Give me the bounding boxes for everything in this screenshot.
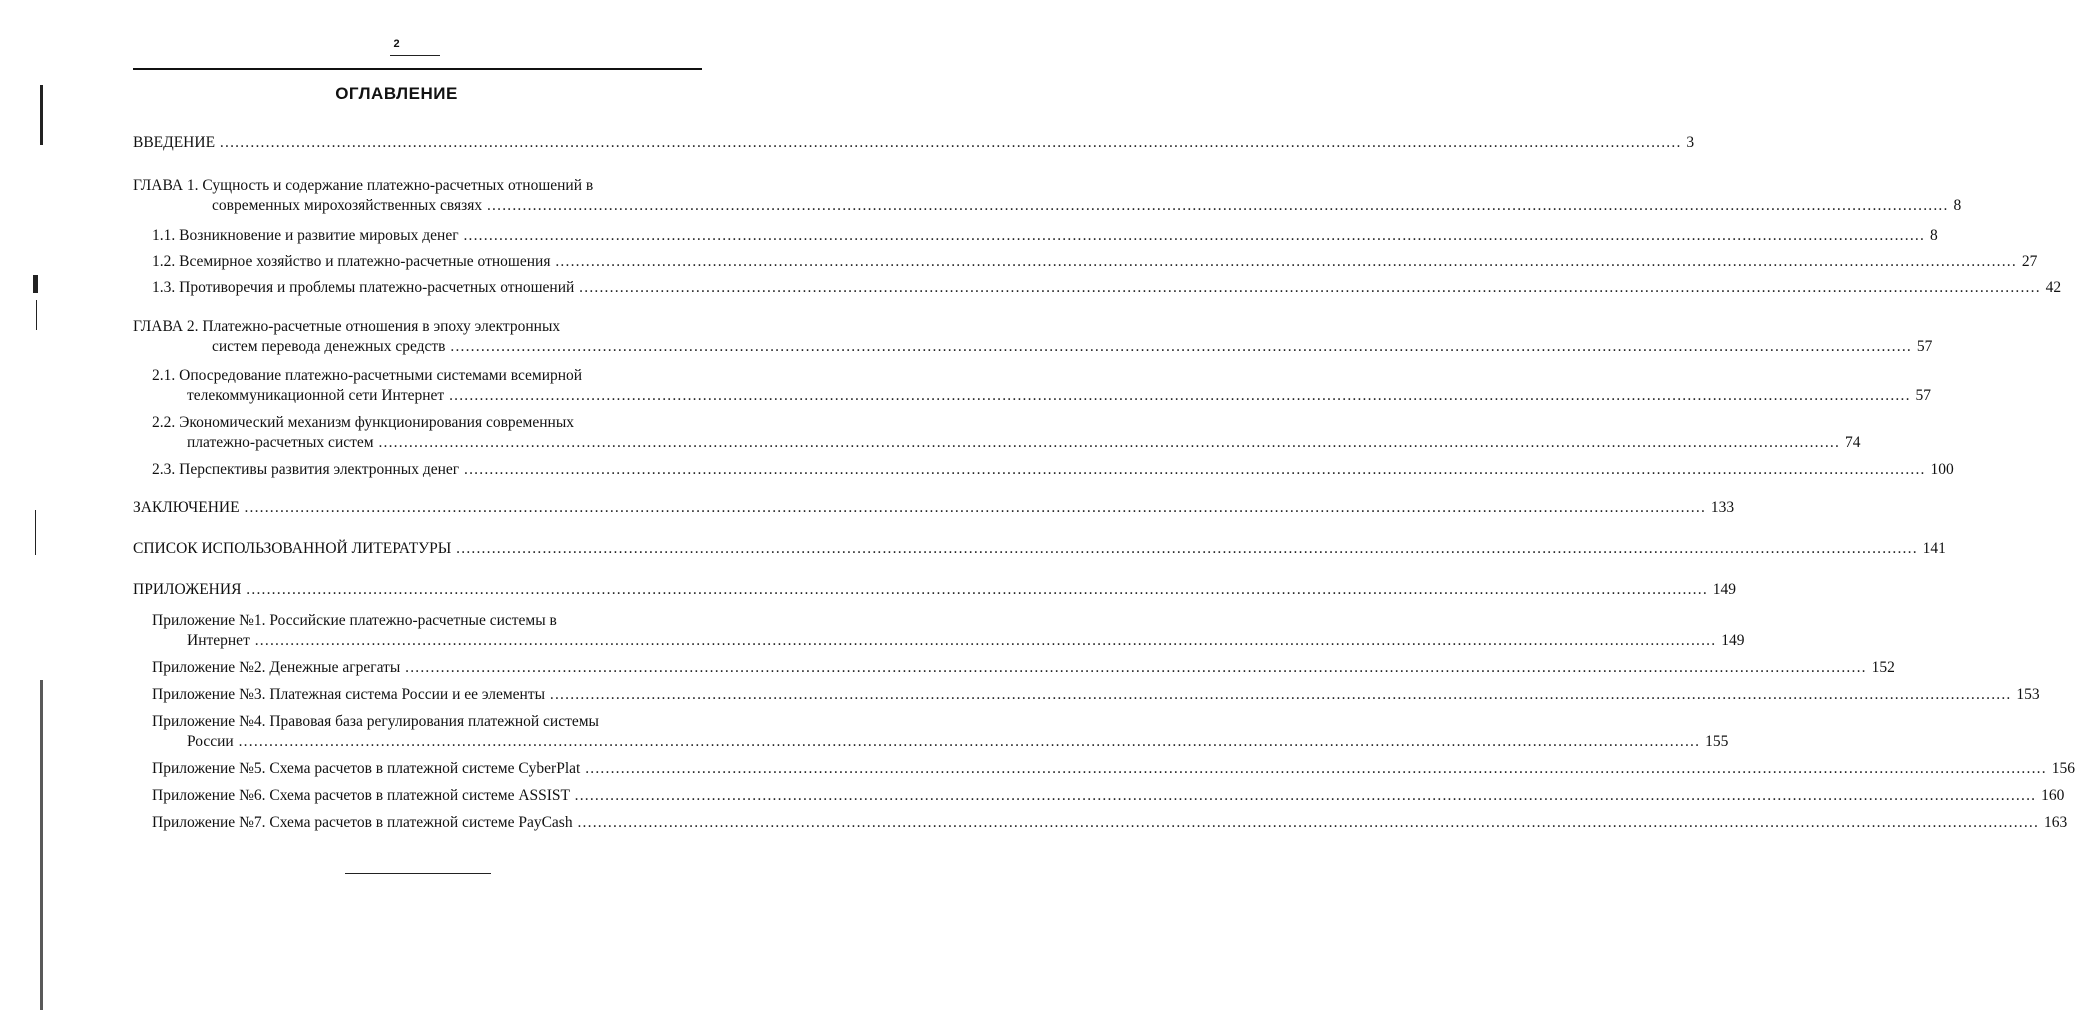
toc-entry-title: ПРИЛОЖЕНИЯ — [133, 581, 242, 598]
toc-entry-title: Приложение №7. Схема расчетов в платежной системе PayCash — [152, 814, 573, 831]
toc-page-number: 3 — [1686, 134, 1695, 151]
toc-leader-dots — [579, 279, 2041, 296]
toc-entry-title: Приложение №5. Схема расчетов в платежной системе CyberPlat — [152, 760, 581, 777]
toc-entry-title-line: ГЛАВА 1. Сущность и содержание платежно-расчетных отношений в — [133, 177, 594, 194]
toc-entry-section-1-2[interactable] — [133, 252, 2038, 272]
toc-entry-title: России — [187, 733, 234, 750]
toc-page-number: 155 — [1705, 733, 1729, 750]
toc-page-number: 149 — [1712, 581, 1737, 598]
toc-page-number: 153 — [2016, 686, 2040, 703]
toc-entry-title-line: Приложение №1. Российские платежно-расчетные системы в — [152, 612, 557, 629]
toc-entry-section-2-3[interactable] — [133, 460, 1954, 480]
toc-entry-chapter-1[interactable] — [133, 176, 1962, 216]
toc-page-number: 42 — [2045, 279, 2062, 296]
toc-entry-appendix-2[interactable] — [133, 658, 1895, 678]
page-number-underline — [390, 55, 440, 56]
toc-leader-dots — [464, 461, 1926, 478]
page-number: 2 — [393, 38, 400, 50]
toc-entry-appendix-3[interactable] — [133, 685, 2040, 705]
toc-leader-dots — [575, 787, 2037, 804]
toc-page-number: 27 — [2021, 253, 2038, 270]
toc-leader-dots — [456, 540, 1918, 557]
toc-entry-title: Интернет — [187, 632, 250, 649]
toc-page-number: 152 — [1871, 659, 1895, 676]
toc-page-number: 163 — [2043, 814, 2068, 831]
scan-artifact — [40, 680, 43, 1010]
toc-entry-title-line: ГЛАВА 2. Платежно-расчетные отношения в эпоху электронных — [133, 318, 561, 335]
toc-entry-section-2-1[interactable] — [133, 366, 1932, 406]
toc-entry-section-1-1[interactable] — [133, 226, 1938, 246]
toc-leader-dots — [585, 760, 2047, 777]
toc-page-number: 74 — [1844, 434, 1861, 451]
toc-entry-title: Приложение №2. Денежные агрегаты — [152, 659, 401, 676]
toc-leader-dots — [449, 387, 1911, 404]
toc-entry-title: систем перевода денежных средств — [212, 338, 446, 355]
scan-artifact — [33, 275, 38, 293]
toc-entry-bibliography[interactable] — [133, 539, 1946, 559]
toc-entry-title: СПИСОК ИСПОЛЬЗОВАННОЙ ЛИТЕРАТУРЫ — [133, 540, 452, 557]
toc-entry-title-line: 2.1. Опосредование платежно-расчетными системами всемирной — [152, 367, 583, 384]
toc-leader-dots — [255, 632, 1717, 649]
toc-leader-dots — [463, 227, 1925, 244]
toc-entry-title: 1.2. Всемирное хозяйство и платежно-расчетные отношения — [152, 253, 551, 270]
toc-entry-title: ЗАКЛЮЧЕНИЕ — [133, 499, 240, 516]
toc-entry-appendix-7[interactable] — [133, 813, 2068, 833]
toc-page-number: 156 — [2051, 760, 2075, 777]
page-title: ОГЛАВЛЕНИЕ — [335, 84, 458, 103]
toc-entry-appendix-6[interactable] — [133, 786, 2065, 806]
toc-entry-appendix-1[interactable] — [133, 611, 1745, 651]
toc-page-number: 141 — [1922, 540, 1946, 557]
scan-artifact — [35, 510, 36, 555]
toc-leader-dots — [405, 659, 1867, 676]
toc-leader-dots — [220, 134, 1682, 151]
toc-leader-dots — [450, 338, 1912, 355]
toc-entry-section-2-2[interactable] — [133, 413, 1861, 453]
toc-page-number: 57 — [1915, 387, 1932, 404]
toc-entry-title: платежно-расчетных систем — [187, 434, 374, 451]
toc-leader-dots — [577, 814, 2039, 831]
toc-entry-title: телекоммуникационной сети Интернет — [187, 387, 445, 404]
scan-artifact — [36, 300, 37, 330]
scan-artifact — [40, 85, 43, 145]
header-rule — [133, 68, 702, 70]
toc-leader-dots — [550, 686, 2012, 703]
toc-entry-title: современных мирохозяйственных связях — [212, 197, 483, 214]
toc-leader-dots — [244, 499, 1706, 516]
toc-page-number: 8 — [1929, 227, 1938, 244]
toc-leader-dots — [239, 733, 1701, 750]
toc-leader-dots — [487, 197, 1949, 214]
toc-page-number: 57 — [1916, 338, 1933, 355]
toc-page-number: 133 — [1710, 499, 1735, 516]
toc-page-number: 8 — [1953, 197, 1962, 214]
toc-entry-title: 1.3. Противоречия и проблемы платежно-расчетных отношений — [152, 279, 575, 296]
toc-page-number: 149 — [1721, 632, 1745, 649]
toc-entry-title: 2.3. Перспективы развития электронных денег — [152, 461, 460, 478]
toc-leader-dots — [378, 434, 1840, 451]
toc-leader-dots — [555, 253, 2017, 270]
toc-entry-title: Приложение №6. Схема расчетов в платежной системе ASSIST — [152, 787, 570, 804]
toc-page-number: 100 — [1930, 461, 1954, 478]
toc-entry-appendix-5[interactable] — [133, 759, 2075, 779]
toc-entry-title: 1.1. Возникновение и развитие мировых денег — [152, 227, 459, 244]
toc-leader-dots — [246, 581, 1708, 598]
toc-entry-title-line: 2.2. Экономический механизм функционирования современных — [152, 414, 574, 431]
toc-entry-title: Приложение №3. Платежная система России и ее элементы — [152, 686, 546, 703]
bottom-rule — [345, 873, 491, 874]
toc-entry-title: ВВЕДЕНИЕ — [133, 134, 216, 151]
toc-entry-introduction[interactable] — [133, 133, 1695, 153]
toc-page-number: 160 — [2041, 787, 2065, 804]
toc-entry-appendix-4[interactable] — [133, 712, 1729, 752]
toc-entry-appendices[interactable] — [133, 580, 1737, 600]
toc-entry-title-line: Приложение №4. Правовая база регулирования платежной системы — [152, 713, 599, 730]
toc-entry-conclusion[interactable] — [133, 498, 1735, 518]
toc-entry-chapter-2[interactable] — [133, 317, 1933, 357]
toc-entry-section-1-3[interactable] — [133, 278, 2062, 298]
